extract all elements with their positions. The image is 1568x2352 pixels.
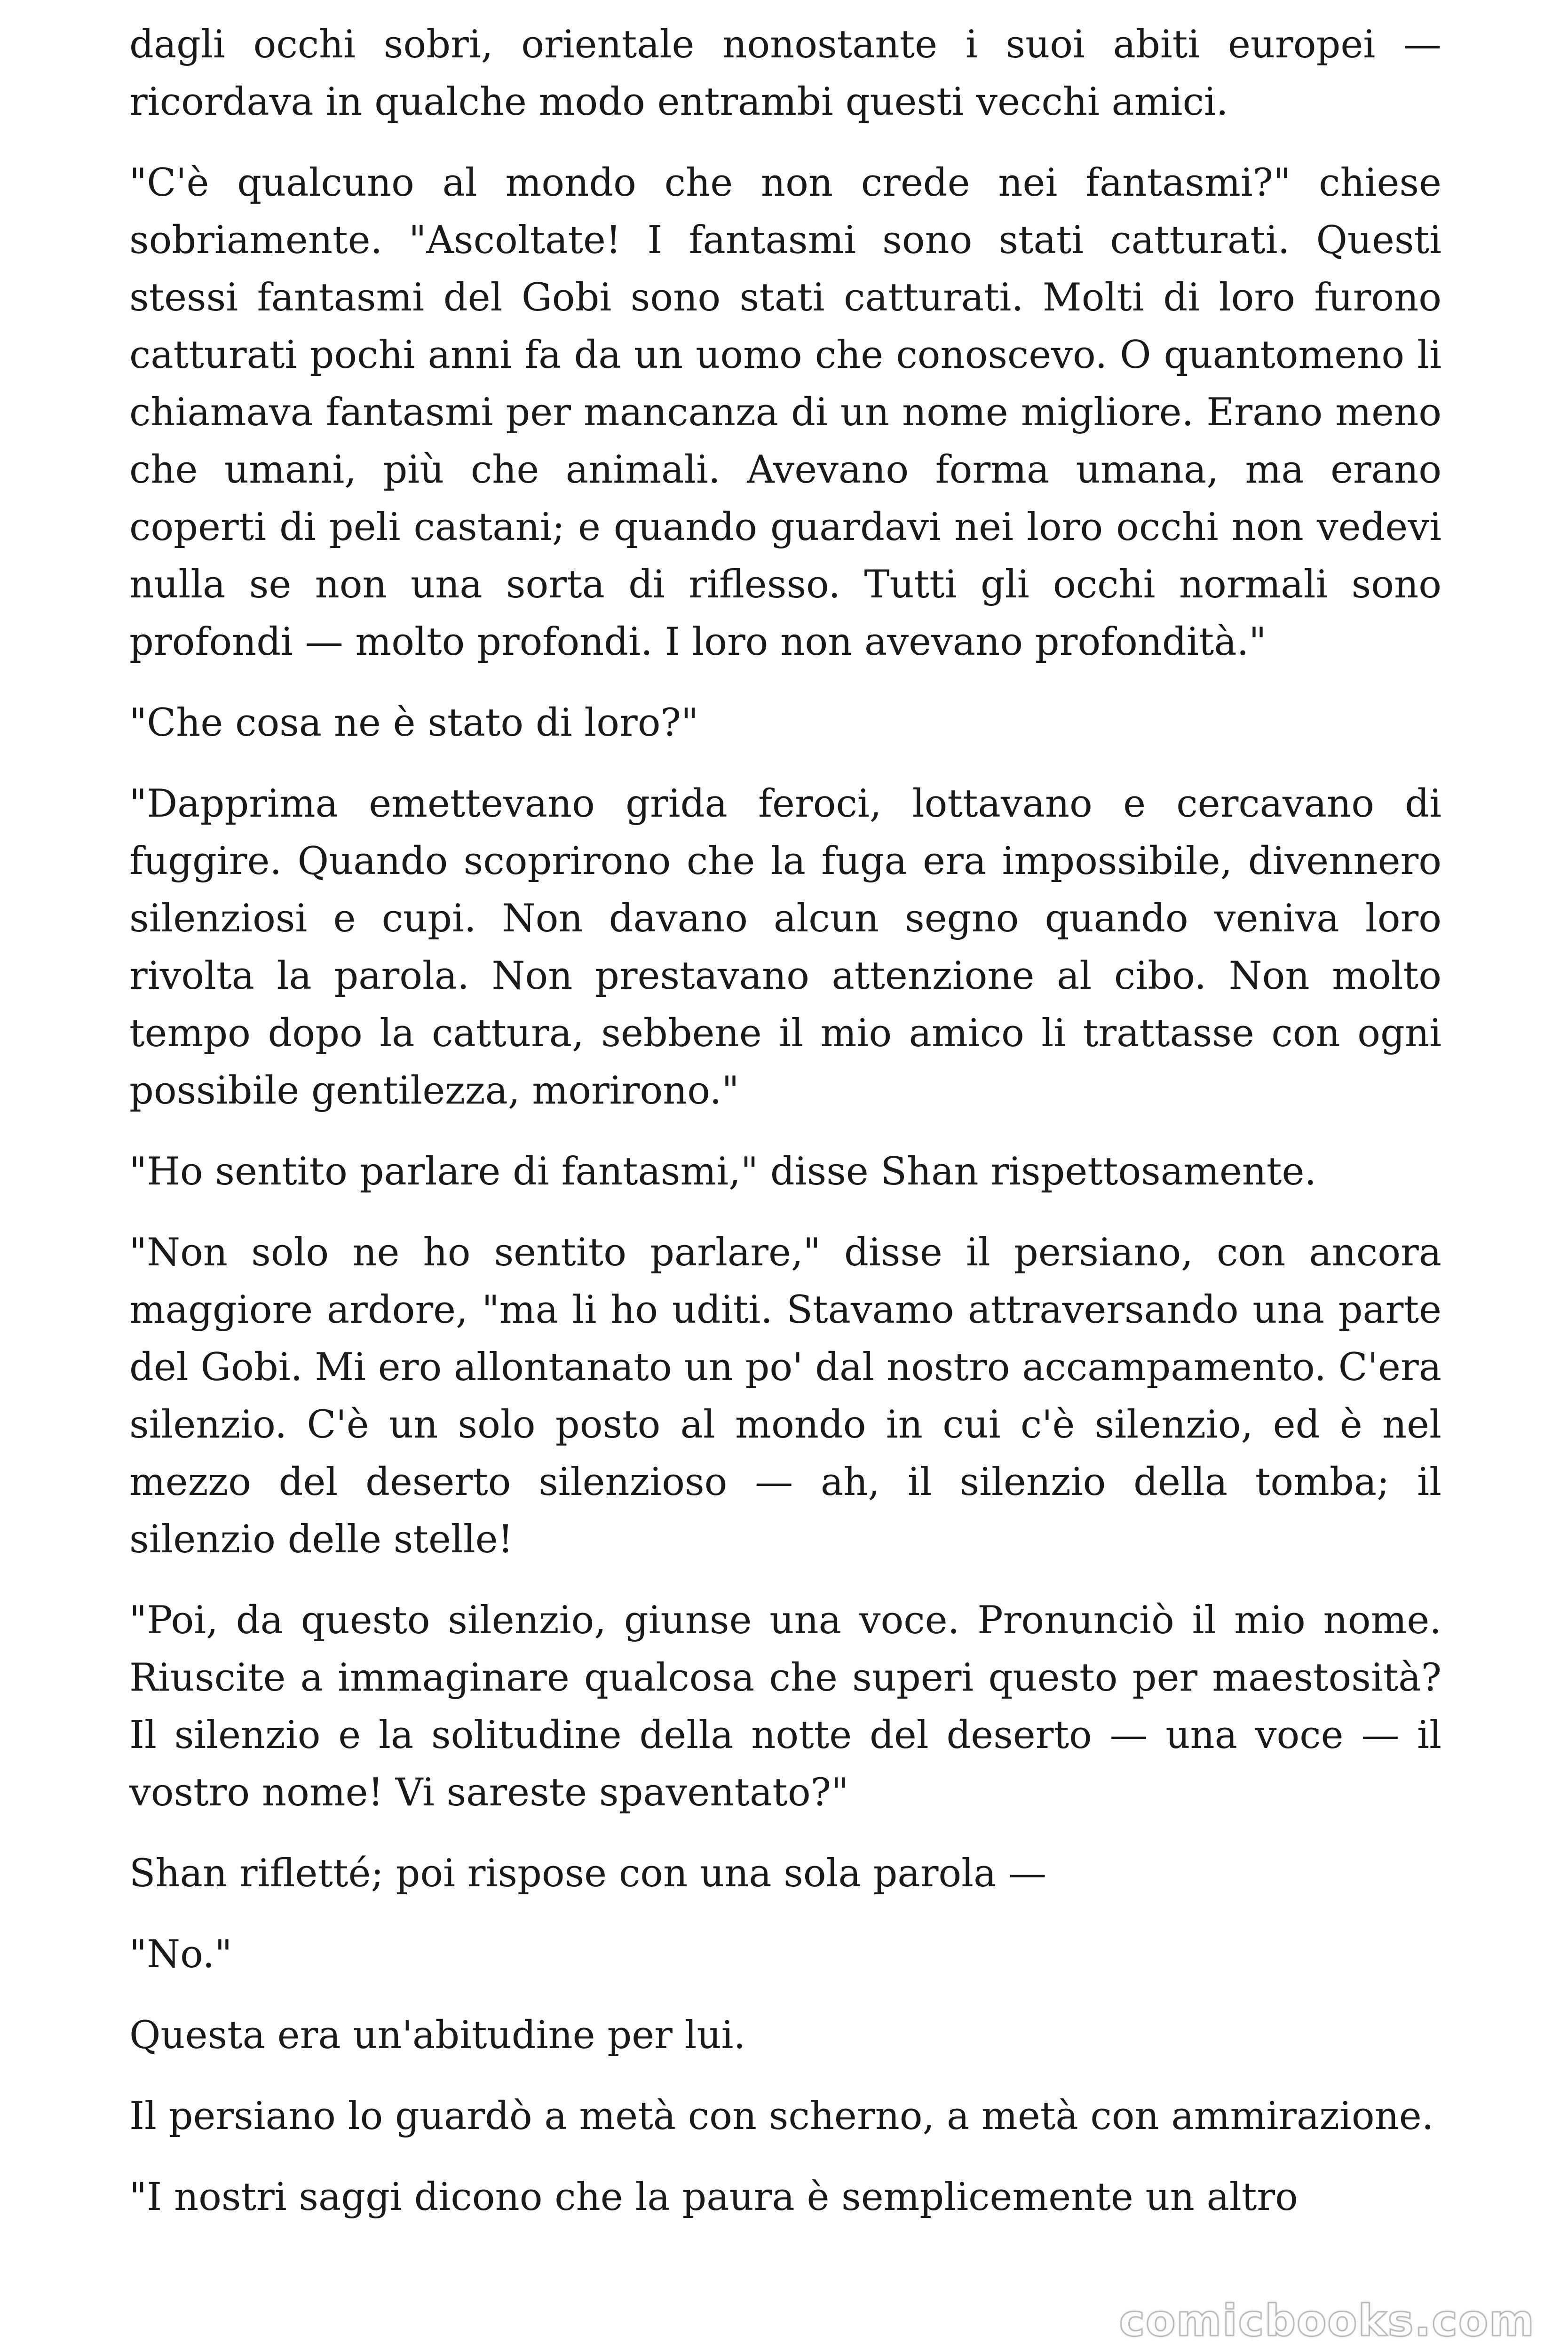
paragraph-8: Shan rifletté; poi rispose con una sola parola — — [129, 1851, 1047, 1896]
paragraph-12: "I nostri saggi dicono che la paura è semplicemente un altro — [129, 2175, 1298, 2219]
paragraph-9: "No." — [129, 1932, 232, 1977]
paragraph-7: "Poi, da questo silenzio, giunse una voce. Pronunciò il mio nome. Riuscite a immaginare qualcosa che superi questo per maestosità? Il silenzio e la solitudine della notte del deserto — una voce — il vostro nome! Vi sareste spaventato?" — [129, 1598, 1441, 1815]
paragraph-2: "C'è qualcuno al mondo che non crede nei fantasmi?" chiese sobriamente. "Ascoltate! I fantasmi sono stati catturati. Questi stessi fantasmi del Gobi sono stati catturati. Molti di loro furono catturati pochi anni fa da un uomo che conoscevo. O quantomeno li chiamava fantasmi per mancanza di un nome migliore. Erano meno che umani, più che animali. Avevano forma umana, ma erano coperti di peli castani; e quando guardavi nei loro occhi non vedevi nulla se non una sorta di riflesso. Tutti gli occhi normali sono profondi — molto profondi. I loro non avevano profondità." — [129, 161, 1441, 664]
paragraph-3: "Che cosa ne è stato di loro?" — [129, 701, 699, 745]
paragraph-11: Il persiano lo guardò a metà con scherno, a metà con ammirazione. — [129, 2094, 1434, 2138]
paragraph-6: "Non solo ne ho sentito parlare," disse il persiano, con ancora maggiore ardore, "ma li ho uditi. Stavamo attraversando una parte del Gobi. Mi ero allontanato un po' dal nostro accampamento. C'era silenzio. C'è un solo posto al mondo in cui c'è silenzio, ed è nel mezzo del deserto silenzioso — ah, il silenzio della tomba; il silenzio delle stelle! — [129, 1231, 1441, 1562]
paragraph-1: dagli occhi sobri, orientale nonostante i suoi abiti europei — ricordava in qualche modo entrambi questi vecchi amici. — [129, 23, 1441, 124]
paragraph-5: "Ho sentito parlare di fantasmi," disse Shan rispettosamente. — [129, 1150, 1317, 1194]
paragraph-4: "Dapprima emettevano grida feroci, lottavano e cercavano di fuggire. Quando scoprirono che la fuga era impossibile, divennero silenziosi e cupi. Non davano alcun segno quando veniva loro rivolta la parola. Non prestavano attenzione al cibo. Non molto tempo dopo la cattura, sebbene il mio amico li trattasse con ogni possibile gentilezza, morirono." — [129, 782, 1441, 1113]
paragraph-10: Questa era un'abitudine per lui. — [129, 2013, 746, 2058]
page-text — [129, 0, 1441, 2249]
watermark: comicbooks.com — [1119, 2296, 1535, 2346]
